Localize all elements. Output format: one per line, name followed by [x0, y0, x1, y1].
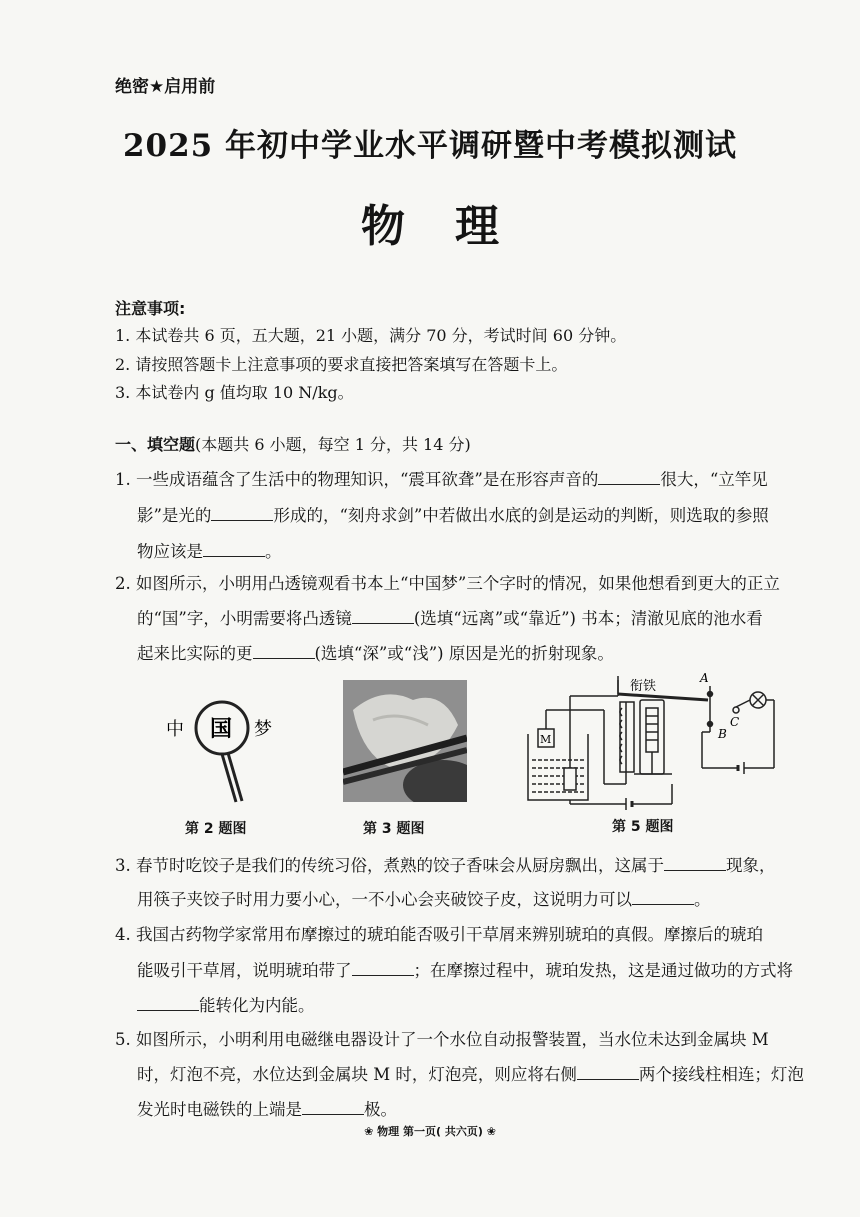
- label-c: C: [730, 715, 740, 729]
- answer-blank: [664, 856, 726, 871]
- answer-blank: [352, 609, 414, 624]
- footer-text: 物理 第一页( 共六页): [377, 1125, 483, 1138]
- question-4-line-2: 能吸引干草屑，说明琥珀带了 ；在摩擦过程中，琥珀发热，这是通过做功的方式将: [137, 961, 793, 980]
- answer-blank: [137, 996, 199, 1011]
- answer-blank: [253, 644, 315, 659]
- flower-icon: ❀: [486, 1125, 496, 1138]
- magnifier-diagram: [158, 690, 298, 810]
- confidential-mark: 绝密★启用前: [115, 77, 216, 97]
- figure-5: [522, 672, 784, 812]
- answer-blank: [211, 506, 273, 521]
- question-1-line-3: 物应该是 。: [137, 542, 282, 561]
- figure-2-caption: 第 2 题图: [185, 821, 247, 837]
- label-m: M: [540, 733, 552, 746]
- char-right: 梦: [254, 719, 272, 740]
- question-4-line-1: 4. 我国古药物学家常用布摩擦过的琥珀能否吸引干草屑来辨别琥珀的真假。摩擦后的琥珀: [115, 925, 763, 944]
- exam-title: 2025 年初中学业水平调研暨中考模拟测试: [122, 128, 738, 164]
- question-3-line-2: 用筷子夹饺子时用力要小心，一不小心会夹破饺子皮，这说明力可以 。: [137, 890, 711, 909]
- question-3-line-1: 3. 春节时吃饺子是我们的传统习俗，煮熟的饺子香味会从厨房飘出，这属于 现象，: [115, 856, 776, 875]
- answer-blank: [352, 961, 414, 976]
- section-note: (本题共 6 小题，每空 1 分，共 14 分): [195, 435, 471, 454]
- question-5-line-2: 时，灯泡不亮，水位达到金属块 M 时，灯泡亮，则应将右侧 两个接线柱相连；灯泡: [137, 1065, 804, 1084]
- answer-blank: [598, 470, 660, 485]
- page-footer: [0, 1123, 860, 1139]
- question-4-line-3: 能转化为内能。: [137, 992, 315, 1016]
- subject-title: 物理: [361, 201, 549, 252]
- water-tank: [528, 734, 588, 800]
- figure-5-caption: 第 5 题图: [612, 819, 674, 835]
- question-2-line-1: 2. 如图所示，小明用凸透镜观看书本上“中国梦”三个字时的情况，如果他想看到更大的正立: [115, 574, 780, 593]
- relay-circuit-diagram: [522, 672, 784, 812]
- answer-blank: [302, 1100, 364, 1115]
- notice-item: 3. 本试卷内 g 值均取 10 N/kg。: [115, 383, 354, 402]
- question-1-line-1: 1. 一些成语蕴含了生活中的物理知识，“震耳欲聋”是在形容声音的 很大，“立竿见: [115, 470, 768, 489]
- section-heading: [115, 432, 471, 455]
- char-center: 国: [210, 716, 233, 742]
- label-armature: 衔铁: [630, 679, 657, 694]
- figure-2: [158, 690, 298, 810]
- answer-blank: [577, 1065, 639, 1080]
- flower-icon: ❀: [364, 1125, 374, 1138]
- answer-blank: [632, 890, 694, 905]
- answer-blank: [203, 542, 265, 557]
- notice-heading: 注意事项:: [115, 299, 186, 318]
- figure-3-photo: [343, 680, 467, 802]
- question-5-line-3: 发光时电磁铁的上端是 极。: [137, 1100, 397, 1119]
- notice-item: 2. 请按照答题卡上注意事项的要求直接把答案填写在答题卡上。: [115, 355, 568, 374]
- section-title: 一、填空题: [115, 435, 196, 454]
- question-1-line-2: 影”是光的 形成的，“刻舟求剑”中若做出水底的剑是运动的判断，则选取的参照: [137, 506, 769, 525]
- label-b: B: [718, 727, 727, 741]
- notice-item: 1. 本试卷共 6 页，五大题，21 小题，满分 70 分，考试时间 60 分钟。: [115, 326, 627, 345]
- figure-3-caption: 第 3 题图: [363, 821, 425, 837]
- question-5-line-1: 5. 如图所示，小明利用电磁继电器设计了一个水位自动报警装置，当水位未达到金属块 M: [115, 1030, 769, 1049]
- dumpling-photo: [343, 680, 467, 802]
- char-left: 中: [166, 719, 184, 740]
- label-a: A: [700, 672, 709, 685]
- question-2-line-2: 的“国”字，小明需要将凸透镜 (选填“远离”或“靠近”) 书本；清澈见底的池水看: [137, 609, 763, 628]
- question-2-line-3: 起来比实际的更 (选填“深”或“浅”) 原因是光的折射现象。: [137, 644, 614, 663]
